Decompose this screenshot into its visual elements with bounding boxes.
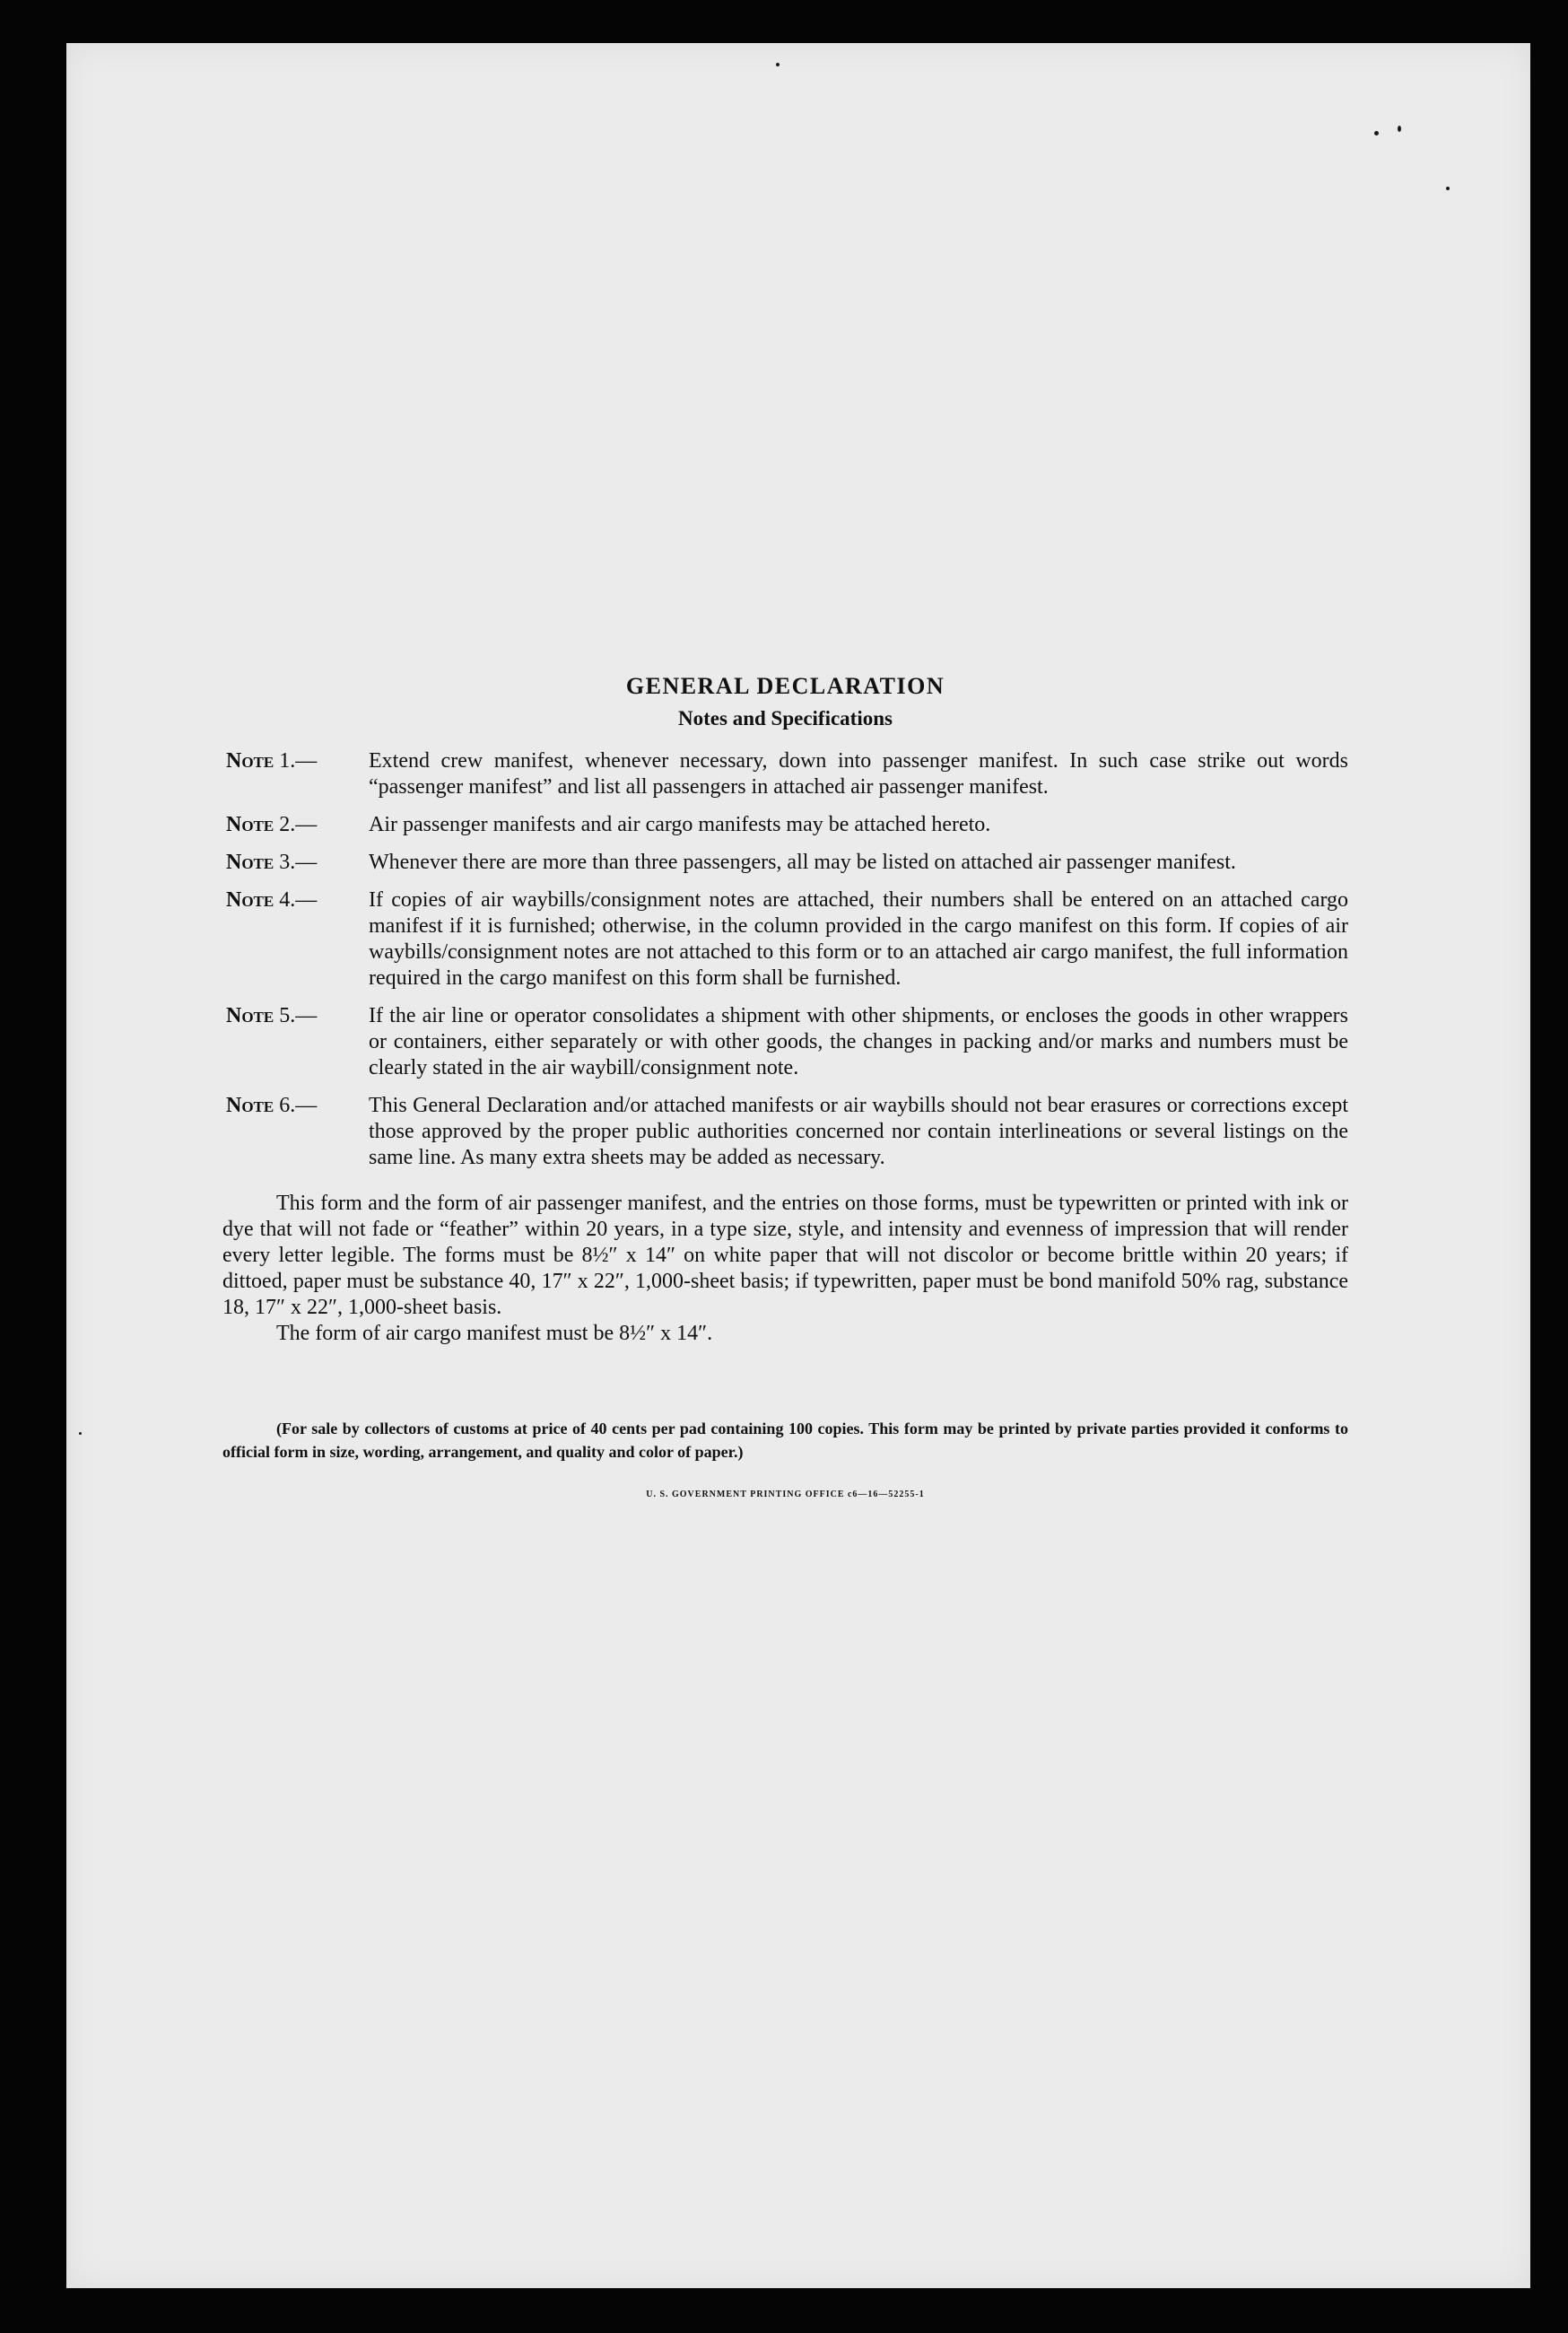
scan-speck	[776, 63, 780, 66]
note-text: If copies of air waybills/consignment notes are attached, their numbers shall be entered on an attached cargo manifest if it is furnished; otherwise, in the column provided in the cargo manifest on this form. If copies of air waybills/consignment notes are not attached to this form or to an attached air cargo manifest, the full information required in the cargo manifest on this form shall be furnished.	[369, 888, 1348, 990]
paper-specifications-paragraph: This form and the form of air passenger manifest, and the entries on those forms, must be typewritten or printed with ink or dye that will not fade or “feather” within 20 years, in a type size, style, and intensity and evenness of impression that will render every letter legible. The forms must be 8½″ x 14″ on white paper that will not discolor or become brittle within 20 years; if dittoed, paper must be substance 40, 17″ x 22″, 1,000-sheet basis; if typewritten, paper must be bond manifold 50% rag, substance 18, 17″ x 22″, 1,000-sheet basis.	[222, 1192, 1348, 1319]
sale-notice: (For sale by collectors of customs at price of 40 cents per pad containing 100 copies. This form may be printed by private parties provided it conforms to official form in size, wording, arrangement, and quality and color of paper.)	[222, 1420, 1348, 1461]
note-label: Note 5.—	[226, 1004, 318, 1027]
note-label: Note 6.—	[226, 1094, 318, 1117]
note-text: Air passenger manifests and air cargo manifests may be attached hereto.	[369, 813, 991, 836]
scan-speck	[79, 1432, 82, 1435]
document-title: GENERAL DECLARATION	[625, 673, 945, 699]
note-label: Note 2.—	[226, 813, 318, 836]
note-3	[222, 850, 1348, 876]
note-4	[222, 887, 1348, 992]
note-text: This General Declaration and/or attached manifests or air waybills should not bear erasures or corrections except those approved by the proper public authorities concerned nor contain interlineations or several listings on the same line. As many extra sheets may be added as necessary.	[369, 1094, 1348, 1169]
note-2	[222, 812, 1348, 838]
scan-speck	[1446, 187, 1450, 190]
note-text: Whenever there are more than three passengers, all may be listed on attached air passenger manifest.	[369, 851, 1236, 874]
note-1	[222, 748, 1348, 800]
note-6	[222, 1093, 1348, 1171]
printing-office-imprint: U. S. GOVERNMENT PRINTING OFFICE c6—16—52255-1	[646, 1490, 925, 1499]
note-text: Extend crew manifest, whenever necessary, down into passenger manifest. In such case strike out words “passenger manifest” and list all passengers in attached air passenger manifest.	[369, 749, 1348, 799]
note-text: If the air line or operator consolidates a shipment with other shipments, or encloses the goods in other wrappers or containers, either separately or with other goods, the changes in packing and/or marks and numbers must be clearly stated in the air waybill/consignment note.	[369, 1004, 1348, 1079]
scan-speck	[1374, 131, 1379, 135]
declaration-notes	[222, 671, 1348, 1501]
note-label: Note 1.—	[226, 749, 318, 773]
document-subtitle: Notes and Specifications	[678, 707, 893, 730]
note-5	[222, 1003, 1348, 1081]
note-label: Note 3.—	[226, 851, 318, 874]
note-label: Note 4.—	[226, 888, 318, 912]
cargo-manifest-size-paragraph: The form of air cargo manifest must be 8½″ x 14″.	[276, 1322, 713, 1345]
scan-speck	[1398, 126, 1401, 132]
